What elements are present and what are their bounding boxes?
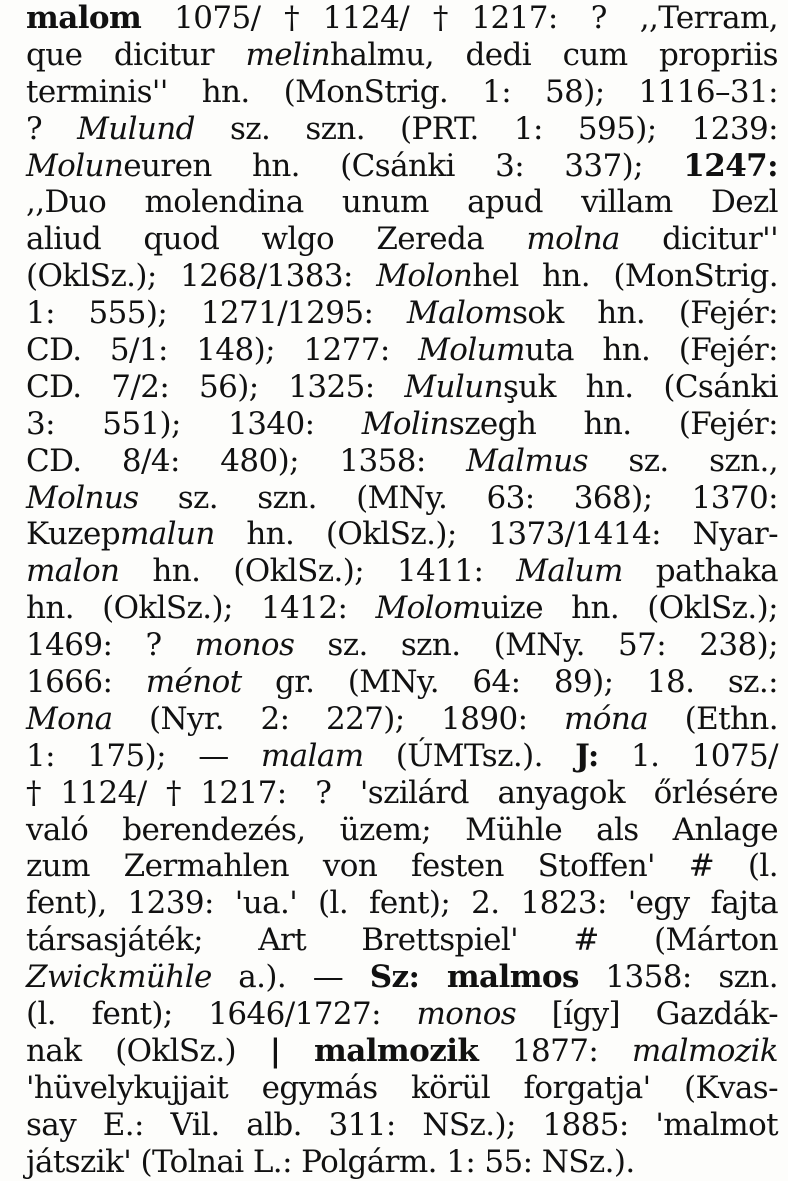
text-run: 3: 551); 1340: [26,405,362,442]
text-line [26,221,778,258]
italic-text: Zwickmühle [26,959,212,996]
text-run: gr. (MNy. 64: 89); 18. sz.: [241,664,778,701]
italic-text: móna [564,700,649,737]
text-run: (Nyr. 2: 227); 1890: [112,700,564,737]
italic-text: Mona [26,700,113,737]
text-run: (Ethn. [648,700,778,737]
text-run: 1. 1075/ [598,737,778,774]
italic-text: monos [194,627,295,664]
text-line [26,111,778,148]
text-run: 1358: szn. [578,959,778,996]
text-run: CD. 5/1: 148); 1277: [26,332,419,369]
text-run: Kuzep [26,516,120,553]
text-line [26,664,778,701]
text-line [26,996,778,1033]
text-run: nak (OklSz.) [26,1032,270,1069]
italic-text: Molnus [26,479,139,516]
text-run: játszik' (Tolnai L.: Polgárm. 1: 55: NSz.). [26,1143,635,1180]
text-run: zum Zermahlen von festen Stoffen' # (l. [26,848,778,885]
text-line [26,0,778,37]
text-run: ? [26,110,78,147]
text-line [26,443,778,480]
text-run: szegh hn. (Fejér: [448,405,778,442]
text-run: 1075/†1124/†1217: ? ,,Terram, [141,0,778,36]
text-run: társasjáték; Art Brettspiel' # (Márton [26,922,778,959]
bold-text: malmozik [314,1032,479,1069]
dictionary-entry-malom [26,0,778,1181]
text-run: való berendezés, üzem; Mühle als Anlage [26,811,778,848]
text-run: 1: 175); — [26,737,261,774]
italic-text: Mulund [77,110,195,147]
text-line [26,74,778,111]
entry-text [26,0,778,1181]
text-line [26,406,778,443]
text-run: sz. szn. (MNy. 57: 238); [294,627,778,664]
text-line [26,1107,778,1144]
text-run: uize hn. (OklSz.); [480,590,778,627]
text-run: †1124/†1217: ? 'szilárd anyagok őrlésére [26,774,778,811]
text-line [26,553,778,590]
italic-text: malun [119,516,215,553]
text-run: uta hn. (Fejér: [524,332,778,369]
text-run: hel hn. (MonStrig. [472,258,779,295]
text-run: dicitur'' [619,221,778,258]
italic-text: Molin [361,405,449,442]
text-run: (l. fent); 1646/1727: [26,996,417,1033]
text-line [26,1070,778,1107]
italic-text: malam [260,737,364,774]
italic-text: Malmus [466,442,588,479]
text-run: hn. (OklSz.); 1412: [26,590,376,627]
text-run: 1666: [26,664,146,701]
text-run: CD. 8/4: 480); 1358: [26,442,467,479]
text-run: fent), 1239: 'ua.' (l. fent); 2. 1823: 'egy fajta [26,885,778,922]
text-line [26,148,778,185]
text-line [26,258,778,295]
text-run: pathaka [622,553,778,590]
bold-text: malom [26,0,142,36]
text-line [26,480,778,517]
text-line [26,590,778,627]
text-run: (OklSz.); 1268/1383: [26,258,377,295]
italic-text: melin [245,36,331,73]
text-run: 'hüvelykujjait egymás körül forgatja' (Kvas- [26,1069,778,1106]
text-run: 1469: ? [26,627,195,664]
text-line [26,959,778,996]
text-line [26,184,778,221]
text-run: CD. 7/2: 56); 1325: [26,368,405,405]
italic-text: Malom [406,295,513,332]
text-line [26,1033,778,1070]
text-run: [így] Gazdák- [516,996,778,1033]
italic-text: malmozik [631,1032,778,1069]
italic-text: Molom [375,590,481,627]
text-run: hn. (OklSz.); 1373/1414: Nyar- [214,516,778,553]
text-line [26,701,778,738]
bold-text: 1247: [683,147,778,184]
text-run: ,,Duo molendina unum apud villam Dezl [26,184,778,221]
text-line [26,812,778,849]
text-line [26,37,778,74]
italic-text: malon [26,553,120,590]
text-line [26,627,778,664]
text-run: a.). — [211,959,370,996]
text-run: şuk hn. (Csánki [502,368,778,405]
text-run [280,1033,314,1069]
text-run: aliud quod wlgo Zereda [26,221,527,258]
text-line [26,885,778,922]
bold-text: J: [575,737,599,774]
italic-text: molna [526,221,620,258]
text-run: sz. szn. (PRT. 1: 595); 1239: [194,110,778,147]
separator-bar: | [269,1032,281,1069]
text-run: hn. (OklSz.); 1411: [119,553,517,590]
text-line [26,369,778,406]
text-line [26,922,778,959]
text-run: sok hn. (Fejér: [512,295,778,332]
italic-text: Mulun [404,368,503,405]
text-run: terminis'' hn. (MonStrig. 1: 58); 1116–31: [26,73,778,110]
text-line [26,516,778,553]
text-run: que dicitur [26,36,246,73]
italic-text: Molun [26,147,124,184]
italic-text: ménot [145,664,242,701]
text-run: euren hn. (Csánki 3: 337); [123,147,684,184]
bold-text: Sz: malmos [369,959,579,996]
text-run: (ÚMTsz.). [363,737,576,774]
italic-text: Malum [516,553,623,590]
text-run: sz. szn., [587,442,778,479]
italic-text: Molum [418,332,525,369]
text-run: 1877: [478,1032,632,1069]
text-run: 1: 555); 1271/1295: [26,295,407,332]
italic-text: monos [416,996,517,1033]
text-line [26,295,778,332]
text-line [26,775,778,812]
text-run: sz. szn. (MNy. 63: 368); 1370: [138,479,778,516]
text-run: halmu, dedi cum propriis [330,36,778,73]
text-line [26,738,778,775]
text-line [26,332,778,369]
text-run: say E.: Vil. alb. 311: NSz.); 1885: 'malmot [26,1106,778,1143]
text-line [26,1144,778,1181]
text-line [26,848,778,885]
italic-text: Molon [376,258,473,295]
